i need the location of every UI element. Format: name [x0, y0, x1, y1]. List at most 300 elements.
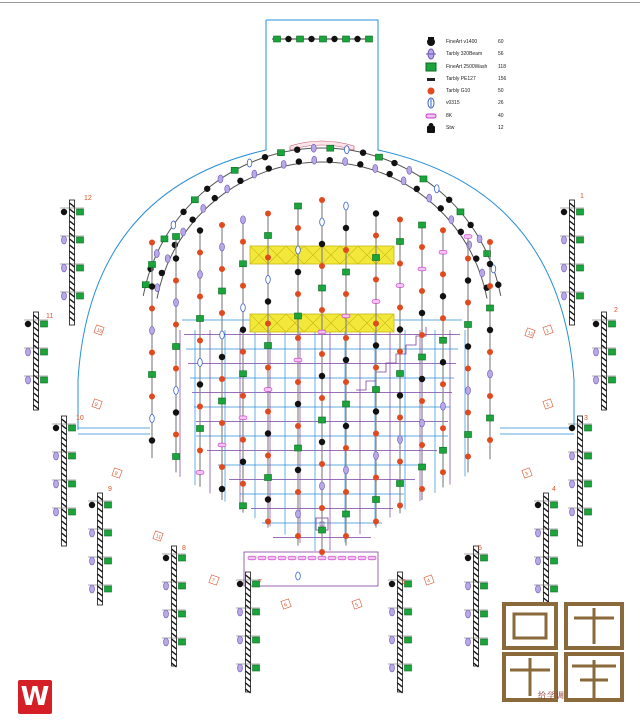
green-wash-icon — [105, 586, 112, 592]
green-wash-icon — [105, 558, 112, 564]
green-wash-icon — [265, 233, 272, 239]
red-dot-icon — [295, 225, 301, 231]
purple-beam-icon — [54, 480, 59, 488]
magenta-capsule-icon — [358, 556, 366, 560]
legend-name: Tarbly 320Beam — [446, 51, 483, 58]
magenta-capsule-icon — [268, 556, 276, 560]
black-moving-head-icon — [265, 496, 271, 502]
green-wash-icon — [41, 321, 48, 327]
purple-beam-icon — [424, 48, 438, 60]
black-moving-head-icon — [343, 357, 349, 363]
tower-label: 11 — [46, 313, 54, 320]
red-dot-icon — [419, 486, 425, 492]
truss-tower — [534, 486, 558, 605]
floor-tag — [94, 325, 104, 335]
purple-beam-icon — [477, 235, 482, 243]
truss-tower — [560, 193, 584, 325]
black-moving-head-icon — [240, 327, 246, 333]
magenta-capsule-icon — [288, 556, 296, 560]
watermark-seal — [500, 600, 630, 710]
black-moving-head-icon — [219, 486, 225, 492]
red-dot-icon — [465, 410, 471, 416]
black-moving-head-icon — [295, 269, 301, 275]
magenta-capsule-icon — [239, 416, 247, 420]
truss-tower — [60, 195, 92, 325]
red-dot-icon — [265, 365, 271, 371]
legend-name: Tarbly PE127 — [446, 75, 476, 82]
green-wash-icon — [197, 426, 204, 432]
magenta-capsule-icon — [248, 556, 256, 560]
black-moving-head-icon — [197, 381, 203, 387]
purple-beam-icon — [218, 175, 223, 183]
green-wash-icon — [577, 209, 584, 215]
green-wash-icon — [373, 387, 380, 393]
legend-name: FineArt 2500Wash — [446, 63, 488, 70]
magenta-capsule-icon — [439, 250, 447, 254]
purple-beam-icon — [312, 156, 317, 164]
green-wash-icon — [465, 322, 472, 328]
black-moving-head-icon — [424, 36, 438, 48]
floor-tag-label: 5 — [354, 601, 360, 609]
floor-tag — [543, 325, 553, 335]
purple-beam-icon — [420, 419, 425, 427]
truss-tower — [464, 545, 488, 667]
red-dot-icon — [440, 271, 446, 277]
black-moving-head-icon — [319, 439, 325, 445]
blue-ellipse-icon — [320, 218, 325, 226]
black-moving-head-icon — [414, 186, 420, 192]
red-dot-icon — [240, 437, 246, 443]
green-wash-icon — [405, 609, 412, 615]
purple-beam-icon — [466, 638, 471, 646]
green-wash-icon — [343, 36, 350, 42]
purple-beam-icon — [164, 582, 169, 590]
floor-tag — [92, 399, 102, 409]
floor-tag-label: 8 — [113, 470, 119, 478]
blue-ellipse-icon — [241, 304, 246, 312]
green-wash-icon — [320, 36, 327, 42]
red-dot-icon — [173, 278, 179, 284]
green-wash-icon — [253, 637, 260, 643]
red-dot-icon — [373, 431, 379, 437]
purple-beam-icon — [62, 236, 67, 244]
purple-beam-icon — [570, 452, 575, 460]
purple-beam-icon — [201, 204, 206, 212]
black-head-icon — [424, 122, 438, 134]
legend-count: 26 — [498, 100, 504, 107]
red-dot-icon — [419, 398, 425, 404]
purple-beam-icon — [390, 664, 395, 672]
floor-tag-label: 7 — [210, 577, 216, 585]
green-wash-icon — [577, 293, 584, 299]
legend-row — [424, 122, 544, 134]
red-dot-icon — [240, 349, 246, 355]
black-moving-head-icon — [419, 376, 425, 382]
red-dot-icon — [343, 379, 349, 385]
red-dot-icon — [149, 394, 155, 400]
purple-beam-icon — [466, 387, 471, 395]
red-dot-icon — [319, 307, 325, 313]
legend-count: 56 — [498, 51, 504, 58]
black-moving-head-icon — [354, 36, 360, 42]
green-wash-icon — [397, 239, 404, 245]
purple-beam-icon — [562, 292, 567, 300]
purple-beam-icon — [390, 608, 395, 616]
blue-ellipse-icon — [220, 331, 225, 339]
purple-beam-icon — [241, 216, 246, 224]
red-dot-icon — [149, 350, 155, 356]
purple-beam-icon — [449, 216, 454, 224]
truss-tower — [236, 572, 262, 693]
black-moving-head-icon — [266, 165, 272, 171]
red-dot-icon — [197, 404, 203, 410]
green-wash-icon — [179, 583, 186, 589]
purple-beam-icon — [225, 185, 230, 193]
green-wash-icon — [457, 209, 464, 215]
green-wash-icon — [240, 371, 247, 377]
purple-beam-icon — [536, 529, 541, 537]
black-moving-head-icon — [331, 36, 337, 42]
black-moving-head-icon — [593, 321, 599, 327]
black-moving-head-icon — [465, 277, 471, 283]
legend-name: v0315 — [446, 100, 460, 107]
floor-tag-label: 9 — [93, 401, 99, 409]
magenta-capsule-icon — [218, 443, 226, 447]
green-wash-icon — [419, 464, 426, 470]
purple-beam-icon — [238, 636, 243, 644]
green-wash-icon — [69, 509, 76, 515]
legend-name: 8K — [446, 112, 453, 119]
truss-tower — [388, 572, 412, 693]
red-dot-icon — [397, 459, 403, 465]
black-moving-head-icon — [295, 401, 301, 407]
black-moving-head-icon — [397, 392, 403, 398]
black-bar-icon — [424, 73, 438, 85]
purple-beam-icon — [311, 144, 316, 152]
red-dot-icon — [197, 250, 203, 256]
red-dot-icon — [319, 461, 325, 467]
green-wash-icon — [77, 209, 84, 215]
green-wash-icon — [41, 377, 48, 383]
floor-tag — [525, 328, 535, 338]
red-dot-icon — [240, 481, 246, 487]
black-moving-head-icon — [237, 178, 243, 184]
purple-beam-icon — [90, 557, 95, 565]
black-moving-head-icon — [495, 282, 501, 288]
red-dot-icon — [373, 475, 379, 481]
red-dot-icon — [465, 454, 471, 460]
magenta-capsule-icon — [396, 284, 404, 288]
green-wash-icon — [585, 453, 592, 459]
red-dot-icon — [343, 291, 349, 297]
green-wash-icon — [440, 337, 447, 343]
tower-label: 10 — [76, 415, 84, 422]
black-moving-head-icon — [294, 146, 300, 152]
legend-count: 50 — [498, 88, 504, 95]
green-wash-icon — [41, 349, 48, 355]
blue-ellipse-icon — [296, 246, 301, 254]
purple-beam-icon — [238, 664, 243, 672]
purple-beam-icon — [296, 510, 301, 518]
floor-tag-label: 11 — [154, 533, 162, 541]
black-moving-head-icon — [159, 270, 165, 276]
red-dot-icon — [295, 423, 301, 429]
purple-beam-icon — [90, 585, 95, 593]
green-wash-icon — [373, 255, 380, 261]
green-wash-icon — [551, 586, 558, 592]
red-dot-icon — [219, 222, 225, 228]
floor-tag — [352, 599, 362, 609]
magenta-capsule-icon — [328, 556, 336, 560]
green-wash-icon — [295, 203, 302, 209]
floor-tag — [424, 575, 434, 585]
green-wash-icon — [420, 176, 427, 182]
green-wash-icon — [327, 145, 334, 151]
blue-ellipse-icon — [296, 572, 301, 580]
green-wash-icon — [481, 583, 488, 589]
magenta-capsule-icon — [418, 267, 426, 271]
black-moving-head-icon — [173, 255, 179, 261]
green-wash-icon — [253, 609, 260, 615]
green-wash-icon — [405, 665, 412, 671]
purple-beam-icon — [480, 269, 485, 277]
red-dot-icon — [424, 85, 438, 97]
red-dot-icon — [265, 519, 271, 525]
green-wash-icon — [240, 503, 247, 509]
magenta-capsule-icon — [278, 556, 286, 560]
red-dot-icon — [397, 217, 403, 223]
black-moving-head-icon — [373, 342, 379, 348]
black-moving-head-icon — [465, 343, 471, 349]
tower-label: 8 — [182, 545, 186, 552]
tower-label: 2 — [614, 307, 618, 314]
green-wash-icon — [577, 265, 584, 271]
green-wash-icon — [179, 555, 186, 561]
purple-beam-icon — [401, 177, 406, 185]
legend-row — [424, 48, 544, 60]
black-moving-head-icon — [189, 216, 195, 222]
tower-label: 5 — [478, 545, 482, 552]
green-wash-icon — [481, 639, 488, 645]
green-wash-icon — [265, 475, 272, 481]
green-wash-icon — [397, 371, 404, 377]
black-moving-head-icon — [487, 261, 493, 267]
green-wash-icon — [609, 321, 616, 327]
red-dot-icon — [240, 393, 246, 399]
red-dot-icon — [487, 283, 493, 289]
purple-beam-icon — [488, 370, 493, 378]
magenta-capsule-icon — [258, 556, 266, 560]
magenta-capsule-icon — [338, 556, 346, 560]
legend-row — [424, 36, 544, 48]
black-moving-head-icon — [357, 161, 363, 167]
green-wash-icon — [295, 313, 302, 319]
green-wash-icon — [343, 269, 350, 275]
purple-beam-icon — [62, 292, 67, 300]
black-moving-head-icon — [446, 197, 452, 203]
green-wash-icon — [295, 445, 302, 451]
tower-label: 6 — [402, 579, 406, 586]
green-wash-icon — [77, 293, 84, 299]
green-wash-icon — [297, 36, 304, 42]
green-wash-icon — [609, 349, 616, 355]
black-moving-head-icon — [373, 210, 379, 216]
green-wash-icon — [419, 222, 426, 228]
black-moving-head-icon — [204, 186, 210, 192]
black-moving-head-icon — [308, 36, 314, 42]
blue-ellipse-icon — [247, 159, 252, 167]
blue-ellipse-icon — [174, 387, 179, 395]
green-wash-icon — [179, 611, 186, 617]
green-wash-icon — [265, 343, 272, 349]
black-moving-head-icon — [61, 209, 67, 215]
legend-name: Tarbly G10 — [446, 88, 471, 95]
purple-beam-icon — [181, 228, 186, 236]
truss-tower — [24, 312, 53, 410]
red-dot-icon — [149, 240, 155, 246]
black-moving-head-icon — [319, 241, 325, 247]
red-dot-icon — [419, 288, 425, 294]
red-dot-icon — [373, 277, 379, 283]
green-wash-icon — [173, 454, 180, 460]
legend-name: FineArt v1400 — [446, 39, 478, 45]
black-moving-head-icon — [212, 195, 218, 201]
green-wash-icon — [465, 432, 472, 438]
legend-name: Stw — [446, 125, 455, 132]
black-moving-head-icon — [327, 157, 333, 163]
black-moving-head-icon — [389, 581, 395, 587]
black-moving-head-icon — [262, 154, 268, 160]
green-wash-icon — [343, 401, 350, 407]
red-dot-icon — [343, 335, 349, 341]
green-wash-icon — [253, 665, 260, 671]
green-wash-icon — [551, 558, 558, 564]
blue-ellipse-icon — [266, 276, 271, 284]
red-dot-icon — [319, 197, 325, 203]
tower-label: 7 — [258, 579, 262, 586]
green-wash-icon — [173, 234, 180, 240]
green-wash-icon — [219, 288, 226, 294]
black-moving-head-icon — [419, 310, 425, 316]
floor-tag — [153, 531, 163, 541]
green-wash-icon — [419, 354, 426, 360]
black-moving-head-icon — [397, 326, 403, 332]
legend-count: 156 — [498, 75, 507, 82]
red-dot-icon — [397, 349, 403, 355]
red-dot-icon — [219, 266, 225, 272]
magenta-capsule-icon — [294, 358, 302, 362]
red-dot-icon — [295, 489, 301, 495]
green-wash-icon — [424, 61, 438, 73]
red-dot-icon — [397, 305, 403, 311]
red-dot-icon — [373, 233, 379, 239]
purple-beam-icon — [562, 264, 567, 272]
legend-row — [424, 97, 544, 109]
black-moving-head-icon — [343, 423, 349, 429]
green-wash-icon — [440, 447, 447, 453]
purple-beam-icon — [164, 610, 169, 618]
red-dot-icon — [265, 409, 271, 415]
green-wash-icon — [319, 527, 326, 533]
purple-beam-icon — [407, 166, 412, 174]
red-dot-icon — [487, 349, 493, 355]
red-dot-icon — [240, 283, 246, 289]
green-wash-icon — [161, 236, 168, 242]
black-moving-head-icon — [149, 437, 155, 443]
purple-beam-icon — [150, 327, 155, 335]
legend-row — [424, 110, 544, 122]
red-dot-icon — [265, 453, 271, 459]
purple-beam-icon — [90, 529, 95, 537]
green-wash-icon — [373, 497, 380, 503]
black-moving-head-icon — [296, 158, 302, 164]
truss-tower — [592, 307, 618, 410]
red-dot-icon — [295, 291, 301, 297]
black-moving-head-icon — [458, 229, 464, 235]
floor-tag — [522, 468, 532, 478]
green-wash-icon — [105, 530, 112, 536]
red-dot-icon — [173, 322, 179, 328]
red-dot-icon — [149, 306, 155, 312]
legend-row — [424, 73, 544, 85]
black-moving-head-icon — [237, 581, 243, 587]
red-dot-icon — [219, 310, 225, 316]
black-moving-head-icon — [319, 373, 325, 379]
red-dot-icon — [240, 239, 246, 245]
red-dot-icon — [440, 227, 446, 233]
floor-tag — [112, 468, 122, 478]
green-wash-icon — [142, 282, 149, 288]
black-moving-head-icon — [473, 255, 479, 261]
green-wash-icon — [277, 150, 284, 156]
red-dot-icon — [295, 533, 301, 539]
green-wash-icon — [69, 481, 76, 487]
truss-tower — [162, 545, 186, 667]
floor-tag-label: 3 — [524, 470, 530, 478]
red-dot-icon — [319, 263, 325, 269]
black-moving-head-icon — [53, 425, 59, 431]
black-moving-head-icon — [285, 36, 291, 42]
magenta-capsule-icon — [368, 556, 376, 560]
magenta-capsule-icon — [264, 388, 272, 392]
legend-row — [424, 61, 544, 73]
black-moving-head-icon — [172, 242, 178, 248]
purple-beam-icon — [54, 452, 59, 460]
black-moving-head-icon — [343, 225, 349, 231]
tower-label: 12 — [84, 195, 92, 202]
green-wash-icon — [197, 316, 204, 322]
purple-beam-icon — [570, 480, 575, 488]
red-dot-icon — [319, 549, 325, 555]
red-dot-icon — [343, 533, 349, 539]
red-dot-icon — [319, 395, 325, 401]
purple-beam-icon — [238, 608, 243, 616]
black-moving-head-icon — [467, 222, 473, 228]
black-moving-head-icon — [391, 160, 397, 166]
red-dot-icon — [397, 261, 403, 267]
blue-ellipse-icon — [150, 415, 155, 423]
green-wash-icon — [69, 425, 76, 431]
black-moving-head-icon — [561, 209, 567, 215]
green-wash-icon — [77, 237, 84, 243]
green-wash-icon — [609, 377, 616, 383]
green-wash-icon — [319, 417, 326, 423]
black-moving-head-icon — [173, 409, 179, 415]
red-dot-icon — [373, 365, 379, 371]
green-wash-icon — [343, 511, 350, 517]
truss-tower — [568, 415, 592, 546]
truss-tower — [88, 486, 112, 605]
